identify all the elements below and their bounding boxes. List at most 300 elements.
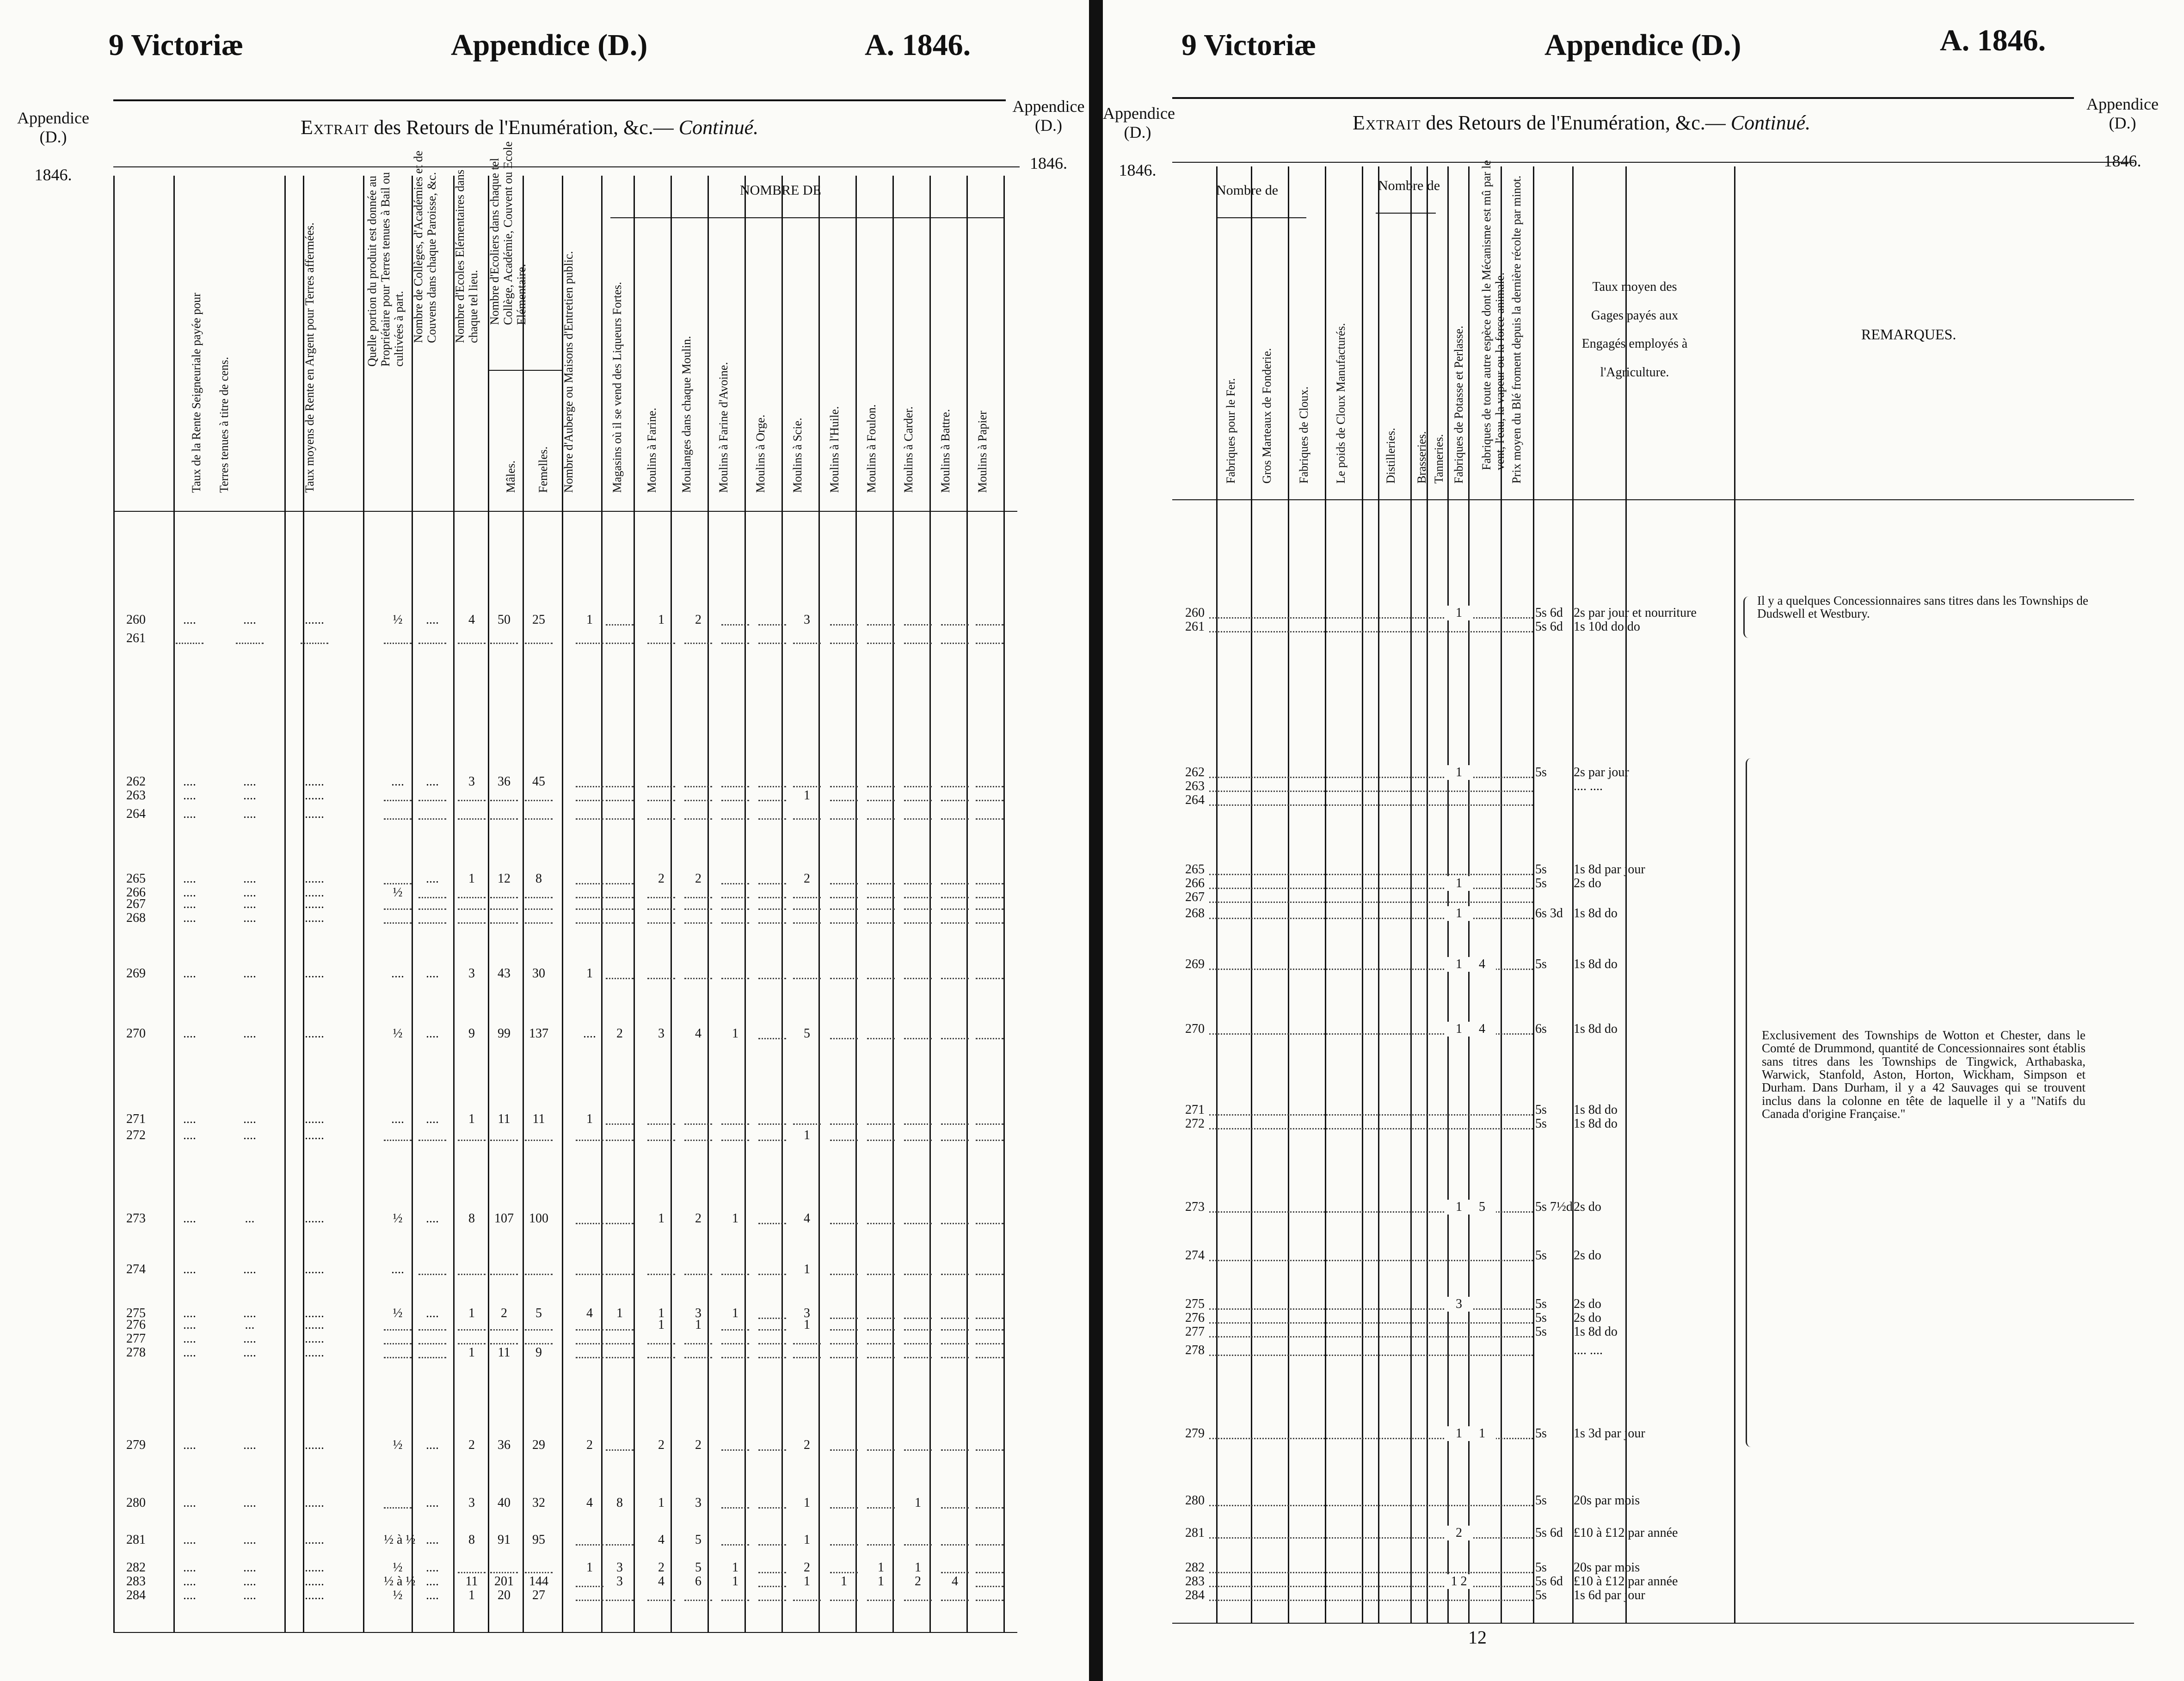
- table-cell: 1: [586, 613, 593, 627]
- leader-dots: [941, 922, 969, 924]
- table-cell: 4: [658, 1574, 664, 1589]
- margin-sub: (D.): [1035, 116, 1062, 135]
- leader-dots: [941, 800, 969, 801]
- table-cell: 3: [804, 1306, 810, 1320]
- table-cell: 1: [695, 1318, 701, 1332]
- table-cell: ....: [183, 911, 196, 925]
- table-bottom-rule: [113, 1632, 1017, 1633]
- table-cell: 2: [804, 871, 810, 886]
- table-cell: 2: [658, 1560, 664, 1575]
- table-cell: ....: [183, 1496, 196, 1510]
- leader-dots: [458, 897, 486, 898]
- table-cell: ....: [183, 788, 196, 803]
- table-cell: 1: [586, 966, 593, 981]
- column-header: Moulins à Farine.: [645, 407, 658, 493]
- table-cell: 2: [468, 1438, 475, 1452]
- leader-dots: [976, 1600, 1003, 1601]
- leader-dots: [684, 1140, 712, 1141]
- table-cell: 1: [878, 1574, 884, 1589]
- leader-dots: [384, 1140, 412, 1141]
- table-cell: 1: [804, 1574, 810, 1589]
- leader-dots: [830, 1544, 858, 1546]
- leader-dots: [941, 1274, 969, 1275]
- leader-dots: [458, 1572, 486, 1573]
- leader-dots: [384, 908, 412, 910]
- table-cell: ....: [426, 1496, 439, 1510]
- title-lead: Extrait: [301, 116, 369, 139]
- column-rule: [1378, 166, 1379, 1623]
- table-cell: ....: [183, 1306, 196, 1320]
- row-number: 262: [1185, 765, 1205, 779]
- table-cell: 27: [532, 1588, 545, 1602]
- leader-dots: [941, 883, 969, 884]
- margin-sub: (D.): [1124, 123, 1151, 142]
- table-cell: ....: [243, 807, 256, 821]
- leader-dots: [525, 1140, 553, 1141]
- leader-dots: [525, 908, 553, 910]
- leader-dots: [721, 1140, 749, 1141]
- leader-dots: [941, 897, 969, 898]
- column-rule: [892, 176, 894, 1632]
- leader-dots: [684, 800, 712, 801]
- row-number: 261: [1185, 620, 1205, 634]
- table-cell: ......: [305, 1345, 324, 1360]
- leader-dots: [904, 922, 932, 924]
- appendix-header: Appendice (D.): [451, 28, 648, 62]
- session-header: 9 Victoriæ: [1181, 28, 1317, 62]
- table-cell: 2: [616, 1026, 623, 1041]
- leader-dots: [647, 897, 675, 898]
- table-cell: 4: [586, 1496, 593, 1510]
- table-cell: 32: [532, 1496, 545, 1510]
- row-number: 268: [126, 911, 146, 925]
- leader-dots: [830, 800, 858, 801]
- table-cell: ....: [243, 1112, 256, 1126]
- ecoliers-rule: [488, 370, 562, 371]
- leader-dots: [976, 800, 1003, 801]
- table-cell: 4: [1468, 1022, 1496, 1037]
- row-number: 267: [126, 897, 146, 911]
- leader-dots: [490, 818, 518, 820]
- leader-dots: [458, 922, 486, 924]
- table-cell: 25: [532, 613, 545, 627]
- table-cell: 1: [732, 1574, 738, 1589]
- leader-dots: [941, 1572, 969, 1573]
- table-cell: 1: [915, 1560, 921, 1575]
- leader-dots: [758, 908, 786, 910]
- table-cell: 4: [1468, 957, 1496, 972]
- column-rule: [1362, 166, 1363, 1623]
- table-cell: ....: [426, 871, 439, 886]
- row-number: 266: [1185, 876, 1205, 890]
- table-cell: 4: [695, 1026, 701, 1041]
- table-cell: 1: [468, 1112, 475, 1126]
- table-cell: ...: [245, 1318, 255, 1332]
- leader-dots: [758, 1223, 786, 1224]
- table-cell: ....: [183, 1026, 196, 1041]
- leader-dots: [721, 978, 749, 979]
- leader-dots: [758, 897, 786, 898]
- leader-dots: [758, 1544, 786, 1546]
- leader-dots: [904, 1140, 932, 1141]
- leader-dots: [525, 1343, 553, 1344]
- table-cell: 2: [695, 613, 701, 627]
- ble-price: 5s: [1535, 957, 1547, 971]
- table-cell: ½: [393, 1306, 403, 1320]
- leader-dots: [867, 1274, 895, 1275]
- leader-dots: [1209, 1572, 1533, 1573]
- leader-dots: [418, 1274, 446, 1275]
- ble-price: 5s: [1535, 876, 1547, 890]
- table-cell: ....: [243, 1026, 256, 1041]
- table-cell: ....: [243, 1128, 256, 1142]
- table-cell: ....: [183, 885, 196, 900]
- margin-sub: (D.): [2109, 114, 2136, 133]
- table-cell: ....: [426, 1306, 439, 1320]
- table-cell: ......: [305, 1438, 324, 1452]
- leader-dots: [525, 800, 553, 801]
- leader-dots: [904, 643, 932, 644]
- leader-dots: [418, 643, 446, 644]
- leader-dots: [606, 1329, 634, 1331]
- table-cell: 2: [804, 1438, 810, 1452]
- leader-dots: [684, 908, 712, 910]
- table-cell: 50: [498, 613, 511, 627]
- column-header: Taux moyens de Rente en Argent pour Terres affermées.: [303, 222, 316, 493]
- table-cell: ½: [393, 885, 403, 900]
- ble-price: 5s: [1535, 1588, 1547, 1602]
- table-cell: 2: [804, 1560, 810, 1575]
- leader-dots: [606, 1123, 634, 1125]
- leader-dots: [647, 1140, 675, 1141]
- table-cell: 1: [658, 1306, 664, 1320]
- leader-dots: [976, 897, 1003, 898]
- table-cell: ....: [391, 966, 404, 981]
- table-cell: ....: [183, 807, 196, 821]
- leader-dots: [1209, 1586, 1533, 1587]
- table-cell: 1: [1445, 606, 1473, 620]
- table-cell: 2: [915, 1574, 921, 1589]
- leader-dots: [793, 818, 821, 820]
- table-cell: ....: [243, 1331, 256, 1346]
- column-header: Moulins à Foulon.: [865, 404, 878, 493]
- table-cell: ....: [426, 1574, 439, 1589]
- leader-dots: [830, 1318, 858, 1319]
- table-cell: 1: [616, 1306, 623, 1320]
- leader-dots: [647, 800, 675, 801]
- gages-value: 1s 8d par jour: [1574, 862, 1645, 877]
- column-header: Moulanges dans chaque Moulin.: [680, 336, 693, 493]
- gages-value: £10 à £12 par année: [1574, 1574, 1678, 1589]
- row-number: 277: [126, 1331, 146, 1346]
- leader-dots: [976, 1223, 1003, 1224]
- table-cell: 1: [468, 871, 475, 886]
- leader-dots: [647, 786, 675, 787]
- leader-dots: [576, 1600, 603, 1601]
- table-cell: ......: [305, 1128, 324, 1142]
- table-cell: ....: [243, 1560, 256, 1575]
- leader-dots: [458, 643, 486, 644]
- header-bottom-rule: [1172, 499, 2134, 500]
- column-rule: [523, 176, 524, 1632]
- leader-dots: [976, 1318, 1003, 1319]
- leader-dots: [490, 1140, 518, 1141]
- leader-dots: [793, 908, 821, 910]
- leader-dots: [721, 1343, 749, 1344]
- table-cell: ....: [391, 1112, 404, 1126]
- leader-dots: [684, 1123, 712, 1125]
- gages-value: 1s 10d do do: [1574, 620, 1640, 634]
- leader-dots: [721, 818, 749, 820]
- leader-dots: [941, 624, 969, 626]
- table-cell: ....: [243, 1345, 256, 1360]
- leader-dots: [976, 1572, 1003, 1573]
- table-cell: ....: [426, 1112, 439, 1126]
- table-cell: ......: [305, 885, 324, 900]
- table-cell: 1: [804, 1533, 810, 1547]
- leader-dots: [721, 1357, 749, 1358]
- leader-dots: [721, 786, 749, 787]
- row-number: 276: [126, 1318, 146, 1332]
- leader-dots: [867, 818, 895, 820]
- margin-left: [1103, 104, 1175, 180]
- table-cell: 1 2: [1445, 1574, 1473, 1589]
- table-cell: 5: [695, 1560, 701, 1575]
- leader-dots: [525, 897, 553, 898]
- row-number: 282: [126, 1560, 146, 1575]
- leader-dots: [490, 908, 518, 910]
- leader-dots: [458, 800, 486, 801]
- table-cell: 4: [658, 1533, 664, 1547]
- leader-dots: [606, 1343, 634, 1344]
- leader-dots: [1209, 1308, 1533, 1310]
- table-cell: 8: [535, 871, 542, 886]
- leader-dots: [721, 1449, 749, 1451]
- table-cell: 3: [468, 966, 475, 981]
- title-cont: Continué.: [1730, 111, 1811, 134]
- gages-value: 2s do: [1574, 876, 1601, 890]
- leader-dots: [1209, 1114, 1533, 1116]
- leader-dots: [490, 1274, 518, 1275]
- table-cell: ½ à ½: [384, 1533, 416, 1547]
- leader-dots: [606, 1274, 634, 1275]
- leader-dots: [1209, 918, 1533, 919]
- leader-dots: [418, 897, 446, 898]
- gages-value: 20s par mois: [1574, 1560, 1640, 1575]
- leader-dots: [941, 1343, 969, 1344]
- table-cell: 1: [1445, 765, 1473, 780]
- table-cell: 1: [732, 1306, 738, 1320]
- leader-dots: [941, 1600, 969, 1601]
- table-cell: 43: [498, 966, 511, 981]
- margin-label: Appendice: [17, 109, 89, 127]
- column-header: Terres tenues à titre de cens.: [217, 356, 231, 493]
- column-rule: [488, 176, 489, 1632]
- leader-dots: [576, 908, 603, 910]
- table-cell: 1: [468, 1345, 475, 1360]
- leader-dots: [830, 786, 858, 787]
- leader-dots: [684, 897, 712, 898]
- leader-dots: [418, 800, 446, 801]
- column-rule: [1410, 166, 1412, 1623]
- leader-dots: [384, 1329, 412, 1331]
- table-top-rule: [1172, 162, 2134, 163]
- table-cell: ......: [305, 1331, 324, 1346]
- column-header: Nombre d'Ecoles Elémentaires dans chaque tel lieu.: [453, 169, 480, 343]
- gages-value: 1s 8d do: [1574, 1103, 1618, 1117]
- column-rule: [818, 176, 820, 1632]
- ble-price: 5s: [1535, 1325, 1547, 1339]
- leader-dots: [576, 643, 603, 644]
- column-rule: [173, 176, 175, 1632]
- table-cell: 99: [498, 1026, 511, 1041]
- leader-dots: [490, 800, 518, 801]
- leader-dots: [941, 818, 969, 820]
- leader-dots: [721, 908, 749, 910]
- leader-dots: [576, 1343, 603, 1344]
- leader-dots: [418, 1357, 446, 1358]
- leader-dots: [721, 1123, 749, 1125]
- table-cell: ......: [305, 807, 324, 821]
- leader-dots: [793, 922, 821, 924]
- table-cell: ......: [305, 774, 324, 789]
- leader-dots: [606, 800, 634, 801]
- margin-year: 1846.: [1119, 160, 1157, 179]
- column-rule: [781, 176, 783, 1632]
- column-rule: [453, 176, 455, 1632]
- leader-dots: [904, 1357, 932, 1358]
- gages-value: 2s do: [1574, 1311, 1601, 1325]
- leader-dots: [830, 897, 858, 898]
- leader-dots: [606, 908, 634, 910]
- margin-label: Appendice: [1103, 104, 1175, 123]
- table-cell: 3: [616, 1560, 623, 1575]
- leader-dots: [721, 922, 749, 924]
- leader-dots: [904, 1329, 932, 1331]
- column-header: Moulins à Orge.: [754, 414, 767, 493]
- table-cell: ½: [393, 613, 403, 627]
- leader-dots: [904, 1123, 932, 1125]
- leader-dots: [384, 922, 412, 924]
- table-cell: ......: [305, 613, 324, 627]
- leader-dots: [941, 1140, 969, 1141]
- table-cell: 1: [732, 1026, 738, 1041]
- table-cell: ......: [305, 1588, 324, 1602]
- table-cell: 1: [586, 1112, 593, 1126]
- leader-dots: [236, 643, 264, 644]
- table-cell: ....: [243, 1588, 256, 1602]
- table-cell: ......: [305, 1026, 324, 1041]
- gages-value: .... ....: [1574, 779, 1603, 793]
- column-rule: [1447, 166, 1449, 1623]
- table-cell: ....: [243, 774, 256, 789]
- leader-dots: [684, 643, 712, 644]
- table-cell: 1: [1445, 1426, 1473, 1441]
- row-number: 266: [126, 885, 146, 900]
- leader-dots: [867, 624, 895, 626]
- table-cell: ....: [183, 1345, 196, 1360]
- column-header: Taux moyen des Gages payés aux Engagés employés à l'Agriculture.: [1581, 280, 1688, 380]
- leader-dots: [647, 1343, 675, 1344]
- row-number: 260: [1185, 606, 1205, 620]
- leader-dots: [830, 818, 858, 820]
- column-rule: [1288, 166, 1289, 1623]
- leader-dots: [384, 883, 412, 884]
- table-cell: 2: [586, 1438, 593, 1452]
- table-cell: 1: [1445, 957, 1473, 972]
- remarques-header: REMARQUES.: [1861, 326, 1956, 343]
- leader-dots: [684, 1600, 712, 1601]
- leader-dots: [867, 800, 895, 801]
- leader-dots: [1209, 888, 1533, 889]
- table-cell: ....: [183, 1211, 196, 1226]
- table-cell: 201: [494, 1574, 514, 1589]
- leader-dots: [941, 643, 969, 644]
- column-header: Moulins à Carder.: [902, 406, 915, 493]
- column-header: Fabriques pour le Fer.: [1224, 378, 1237, 484]
- leader-dots: [684, 1357, 712, 1358]
- leader-dots: [647, 643, 675, 644]
- leader-dots: [941, 1223, 969, 1224]
- leader-dots: [904, 1600, 932, 1601]
- leader-dots: [976, 818, 1003, 820]
- leader-dots: [941, 1507, 969, 1509]
- table-cell: ½ à ½: [384, 1574, 416, 1589]
- leader-dots: [721, 883, 749, 884]
- table-cell: 107: [494, 1211, 514, 1226]
- leader-dots: [904, 978, 932, 979]
- leader-dots: [904, 624, 932, 626]
- row-number: 272: [126, 1128, 146, 1142]
- leader-dots: [830, 1343, 858, 1344]
- leader-dots: [418, 818, 446, 820]
- margin-year: 1846.: [34, 165, 72, 184]
- table-cell: ....: [243, 1262, 256, 1276]
- table-cell: 1: [658, 613, 664, 627]
- leader-dots: [867, 1544, 895, 1546]
- gages-value: 1s 6d par jour: [1574, 1588, 1645, 1602]
- table-cell: ....: [183, 966, 196, 981]
- leader-dots: [418, 922, 446, 924]
- leader-dots: [867, 978, 895, 979]
- leader-dots: [867, 1318, 895, 1319]
- ble-price: 5s 6d: [1535, 620, 1563, 634]
- row-number: 271: [126, 1112, 146, 1126]
- table-cell: 1: [1468, 1426, 1496, 1441]
- table-cell: ½: [393, 1588, 403, 1602]
- table-cell: 3: [695, 1306, 701, 1320]
- table-cell: 11: [498, 1345, 511, 1360]
- leader-dots: [606, 818, 634, 820]
- leader-dots: [384, 1357, 412, 1358]
- table-cell: ....: [243, 1533, 256, 1547]
- leader-dots: [1209, 617, 1533, 619]
- leader-dots: [941, 1449, 969, 1451]
- table-cell: ......: [305, 871, 324, 886]
- ble-price: 5s: [1535, 1117, 1547, 1131]
- gages-value: 1s 8d do: [1574, 906, 1618, 920]
- leader-dots: [576, 1586, 603, 1587]
- row-number: 279: [1185, 1426, 1205, 1441]
- table-cell: ......: [305, 788, 324, 803]
- leader-dots: [976, 1038, 1003, 1039]
- leader-dots: [684, 922, 712, 924]
- column-header: Magasins où il se vend des Liqueurs Fortes.: [610, 282, 624, 493]
- leader-dots: [1209, 1355, 1533, 1356]
- margin-year: 1846.: [1030, 153, 1067, 172]
- leader-dots: [684, 786, 712, 787]
- leader-dots: [490, 1572, 518, 1573]
